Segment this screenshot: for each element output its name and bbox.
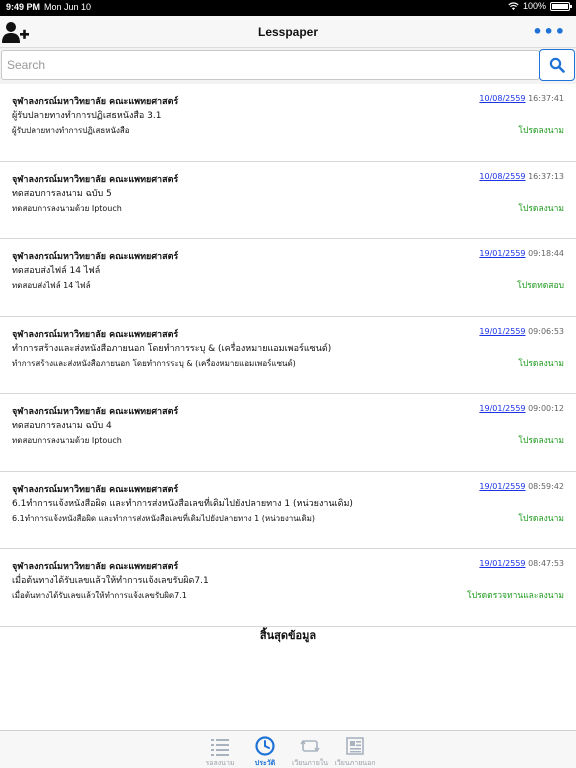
item-time: 08:47:53 xyxy=(528,559,564,568)
item-subject: 6.1ทำการแจ้งหนังสือผิด และทำการส่งหนังสือเลขที่เดิมไปยังปลายทาง 1 (หน่วยงานเดิม) xyxy=(12,498,353,509)
item-subject: ทดสอบส่งไฟล์ 14 ไฟล์ xyxy=(12,266,101,276)
item-org: จุฬาลงกรณ์มหาวิทยาลัย คณะแพทยศาสตร์ xyxy=(12,484,179,495)
status-date: Mon Jun 10 xyxy=(44,2,92,12)
end-of-data-label: สิ้นสุดข้อมูล xyxy=(259,629,317,642)
list-item[interactable] xyxy=(0,472,576,550)
tab-bar xyxy=(0,730,576,768)
item-description: เมื่อต้นทางได้รับเลขแล้วให้ทำการแจ้งเลขรับผิด7.1 xyxy=(12,591,187,600)
list-item[interactable] xyxy=(0,162,576,240)
newspaper-icon xyxy=(344,735,366,757)
item-org: จุฬาลงกรณ์มหาวิทยาลัย คณะแพทยศาสตร์ xyxy=(12,252,179,262)
item-time: 09:00:12 xyxy=(528,404,564,413)
search-icon xyxy=(549,57,565,73)
clock-icon xyxy=(254,735,276,757)
status-right xyxy=(508,1,570,11)
item-description: ทำการสร้างและส่งหนังสือภายนอก โดยทำการระบุ & (เครื่องหมายแอมเพอร์แซนด์) xyxy=(12,358,296,368)
item-subject: ทำการสร้างและส่งหนังสือภายนอก โดยทำการระบุ & (เครื่องหมายแอมเพอร์แซนด์) xyxy=(12,343,332,354)
item-date-link[interactable]: 19/01/2559 xyxy=(479,249,526,258)
page-title: Lesspaper xyxy=(257,25,319,39)
item-description: ทดสอบการลงนามด้วย Iptouch xyxy=(12,203,122,213)
search-button[interactable] xyxy=(539,49,575,81)
item-subject: เมื่อต้นทางได้รับเลขแล้วให้ทำการแจ้งเลขรับผิด7.1 xyxy=(12,576,209,586)
item-time: 16:37:13 xyxy=(528,171,564,181)
list-item[interactable] xyxy=(0,549,576,627)
tab-external-circulation[interactable] xyxy=(329,735,381,768)
list-item[interactable] xyxy=(0,239,576,317)
item-datetime xyxy=(479,404,564,413)
item-status: โปรดลงนาม xyxy=(518,513,564,524)
item-status: โปรดทดสอบ xyxy=(517,281,564,291)
item-datetime xyxy=(479,559,564,568)
item-subject: ผู้รับปลายทางทำการปฏิเสธหนังสือ 3.1 xyxy=(12,111,162,121)
item-datetime xyxy=(479,94,564,103)
more-icon[interactable]: ••• xyxy=(532,22,566,41)
item-org: จุฬาลงกรณ์มหาวิทยาลัย คณะแพทยศาสตร์ xyxy=(12,97,179,107)
item-status: โปรดลงนาม xyxy=(518,203,564,214)
item-date-link[interactable]: 10/08/2559 xyxy=(479,94,526,103)
battery-percent: 100% xyxy=(522,1,546,11)
item-status: โปรดลงนาม xyxy=(518,358,564,369)
item-time: 09:18:44 xyxy=(528,249,564,258)
tab-label: เวียนภายใน xyxy=(291,759,329,767)
item-status: โปรดลงนาม xyxy=(518,126,564,136)
item-date-link[interactable]: 19/01/2559 xyxy=(479,559,526,568)
item-description: ผู้รับปลายทางทำการปฏิเสธหนังสือ xyxy=(12,126,130,135)
item-datetime xyxy=(479,249,564,258)
nav-bar xyxy=(0,16,576,48)
item-time: 08:59:42 xyxy=(528,481,564,491)
item-datetime xyxy=(479,327,564,336)
item-org: จุฬาลงกรณ์มหาวิทยาลัย คณะแพทยศาสตร์ xyxy=(12,407,179,417)
item-org: จุฬาลงกรณ์มหาวิทยาลัย คณะแพทยศาสตร์ xyxy=(12,174,179,185)
wifi-icon xyxy=(508,2,519,11)
item-status: โปรดตรวจทานและลงนาม xyxy=(467,591,564,601)
item-datetime xyxy=(479,172,564,181)
item-org: จุฬาลงกรณ์มหาวิทยาลัย คณะแพทยศาสตร์ xyxy=(12,329,179,340)
list-item[interactable] xyxy=(0,394,576,472)
item-date-link[interactable]: 19/01/2559 xyxy=(479,326,526,336)
item-time: 09:06:53 xyxy=(528,326,564,336)
status-time: 9:49 PM xyxy=(6,2,41,12)
cycle-icon xyxy=(299,735,321,757)
search-bar xyxy=(0,48,576,84)
list-item[interactable] xyxy=(0,317,576,395)
tab-label: ประวัติ xyxy=(254,759,276,767)
item-description: 6.1ทำการแจ้งหนังสือผิด และทำการส่งหนังสือเลขที่เดิมไปยังปลายทาง 1 (หน่วยงานเดิม) xyxy=(12,513,316,523)
item-date-link[interactable]: 19/01/2559 xyxy=(479,404,526,413)
battery-icon xyxy=(550,2,570,11)
item-status: โปรดลงนาม xyxy=(518,436,564,446)
item-date-link[interactable]: 19/01/2559 xyxy=(479,481,526,491)
tab-label: เวียนภายนอก xyxy=(334,759,376,767)
item-subject: ทดสอบการลงนาม ฉบับ 5 xyxy=(12,188,112,199)
item-date-link[interactable]: 10/08/2559 xyxy=(479,171,526,181)
item-org: จุฬาลงกรณ์มหาวิทยาลัย คณะแพทยศาสตร์ xyxy=(12,562,179,572)
tab-label: รอลงนาม xyxy=(205,759,235,767)
search-input[interactable] xyxy=(1,50,540,80)
item-time: 16:37:41 xyxy=(528,94,564,103)
list-item[interactable] xyxy=(0,84,576,162)
status-bar xyxy=(0,0,576,16)
item-datetime xyxy=(479,482,564,491)
list-icon xyxy=(209,735,231,757)
item-description: ทดสอบการลงนามด้วย Iptouch xyxy=(12,436,122,445)
item-subject: ทดสอบการลงนาม ฉบับ 4 xyxy=(12,421,112,431)
document-list xyxy=(0,84,576,627)
item-description: ทดสอบส่งไฟล์ 14 ไฟล์ xyxy=(12,281,91,290)
